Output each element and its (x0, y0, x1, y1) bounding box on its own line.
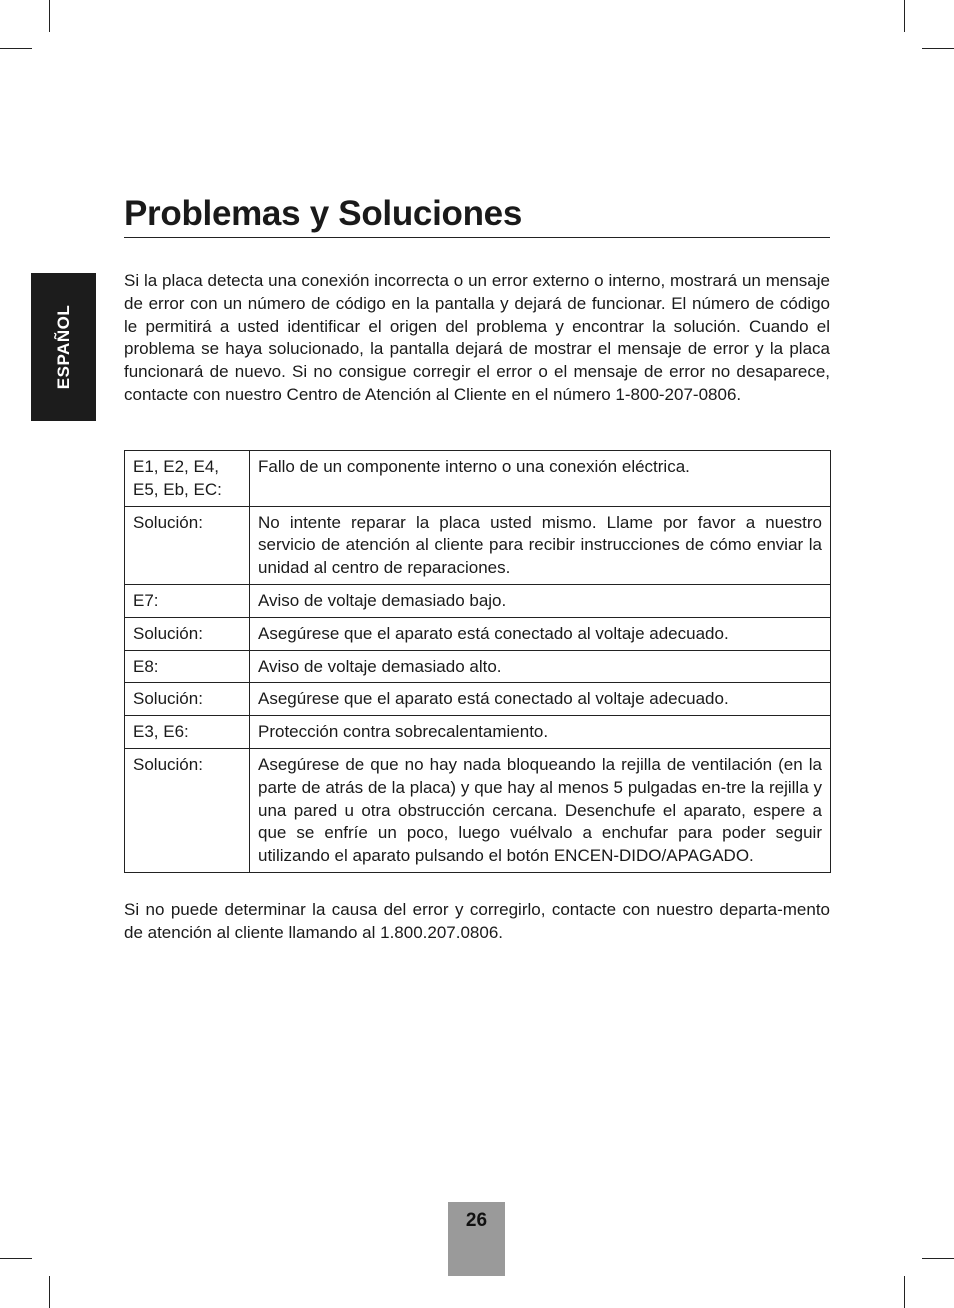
description-cell: Asegúrese que el aparato está conectado al voltaje adecuado. (250, 683, 831, 716)
intro-paragraph: Si la placa detecta una conexión incorrecta o un error externo o interno, mostrará un mensaje de error con un número de código en la pantalla y dejará de funcionar. El número de código le permitirá a usted identificar el origen del problema y encontrar la solución. Cuando el problema se haya solucionado, la pantalla dejará de mostrar el mensaje de error y la placa funcionará de nuevo. Si no consigue corregir el error o el mensaje de error no desaparece, contacte con nuestro Centro de Atención al Cliente en el número 1-800-207-0806. (124, 271, 830, 404)
description-cell: Fallo de un componente interno o una conexión eléctrica. (250, 451, 831, 507)
description-cell: Aviso de voltaje demasiado alto. (250, 650, 831, 683)
table-row (125, 683, 831, 716)
description-cell: No intente reparar la placa usted mismo. Llame por favor a nuestro servicio de atención al cliente para recibir instrucciones de cómo enviar la unidad al centro de reparaciones. (250, 506, 831, 584)
description-cell: Asegúrese de que no hay nada bloqueando la rejilla de ventilación (en la parte de atrás de la placa) y que hay al menos 5 pulgadas en-tre la rejilla y una pared u otra obstrucción cercana. Desenchufe el aparato, espere a que se enfríe un poco, luego vuélvalo a enchufar para poder seguir utilizando el aparato pulsando el botón ENCEN-DIDO/APAGADO. (250, 748, 831, 872)
error-code-cell: Solución: (125, 683, 250, 716)
crop-mark (0, 48, 32, 49)
table-row (125, 506, 831, 584)
crop-mark (922, 48, 954, 49)
error-code-cell: Solución: (125, 617, 250, 650)
table-row (125, 617, 831, 650)
crop-mark (922, 1258, 954, 1259)
language-tab-label: ESPAÑOL (53, 304, 73, 390)
table-row (125, 748, 831, 872)
error-code-cell: E7: (125, 584, 250, 617)
title-divider (124, 237, 830, 238)
error-code-cell: Solución: (125, 748, 250, 872)
crop-mark (0, 1258, 32, 1259)
language-tab (31, 273, 96, 421)
page-number: 26 (465, 1210, 488, 1231)
error-code-cell: E1, E2, E4, E5, Eb, EC: (125, 451, 250, 507)
description-cell: Asegúrese que el aparato está conectado al voltaje adecuado. (250, 617, 831, 650)
crop-mark (904, 1276, 905, 1308)
page-title: Problemas y Soluciones (124, 194, 522, 233)
description-cell: Protección contra sobrecalentamiento. (250, 716, 831, 749)
table-row (125, 451, 831, 507)
error-code-cell: Solución: (125, 506, 250, 584)
error-code-cell: E3, E6: (125, 716, 250, 749)
crop-mark (904, 0, 905, 32)
crop-mark (49, 1276, 50, 1308)
error-code-cell: E8: (125, 650, 250, 683)
table-row (125, 716, 831, 749)
page-number-box (448, 1202, 505, 1276)
table-row (125, 650, 831, 683)
closing-paragraph: Si no puede determinar la causa del error y corregirlo, contacte con nuestro departa-mento de atención al cliente llamando al 1.800.207.0806. (124, 900, 830, 942)
description-cell: Aviso de voltaje demasiado bajo. (250, 584, 831, 617)
crop-mark (49, 0, 50, 32)
table-row (125, 584, 831, 617)
error-code-table (124, 450, 831, 873)
